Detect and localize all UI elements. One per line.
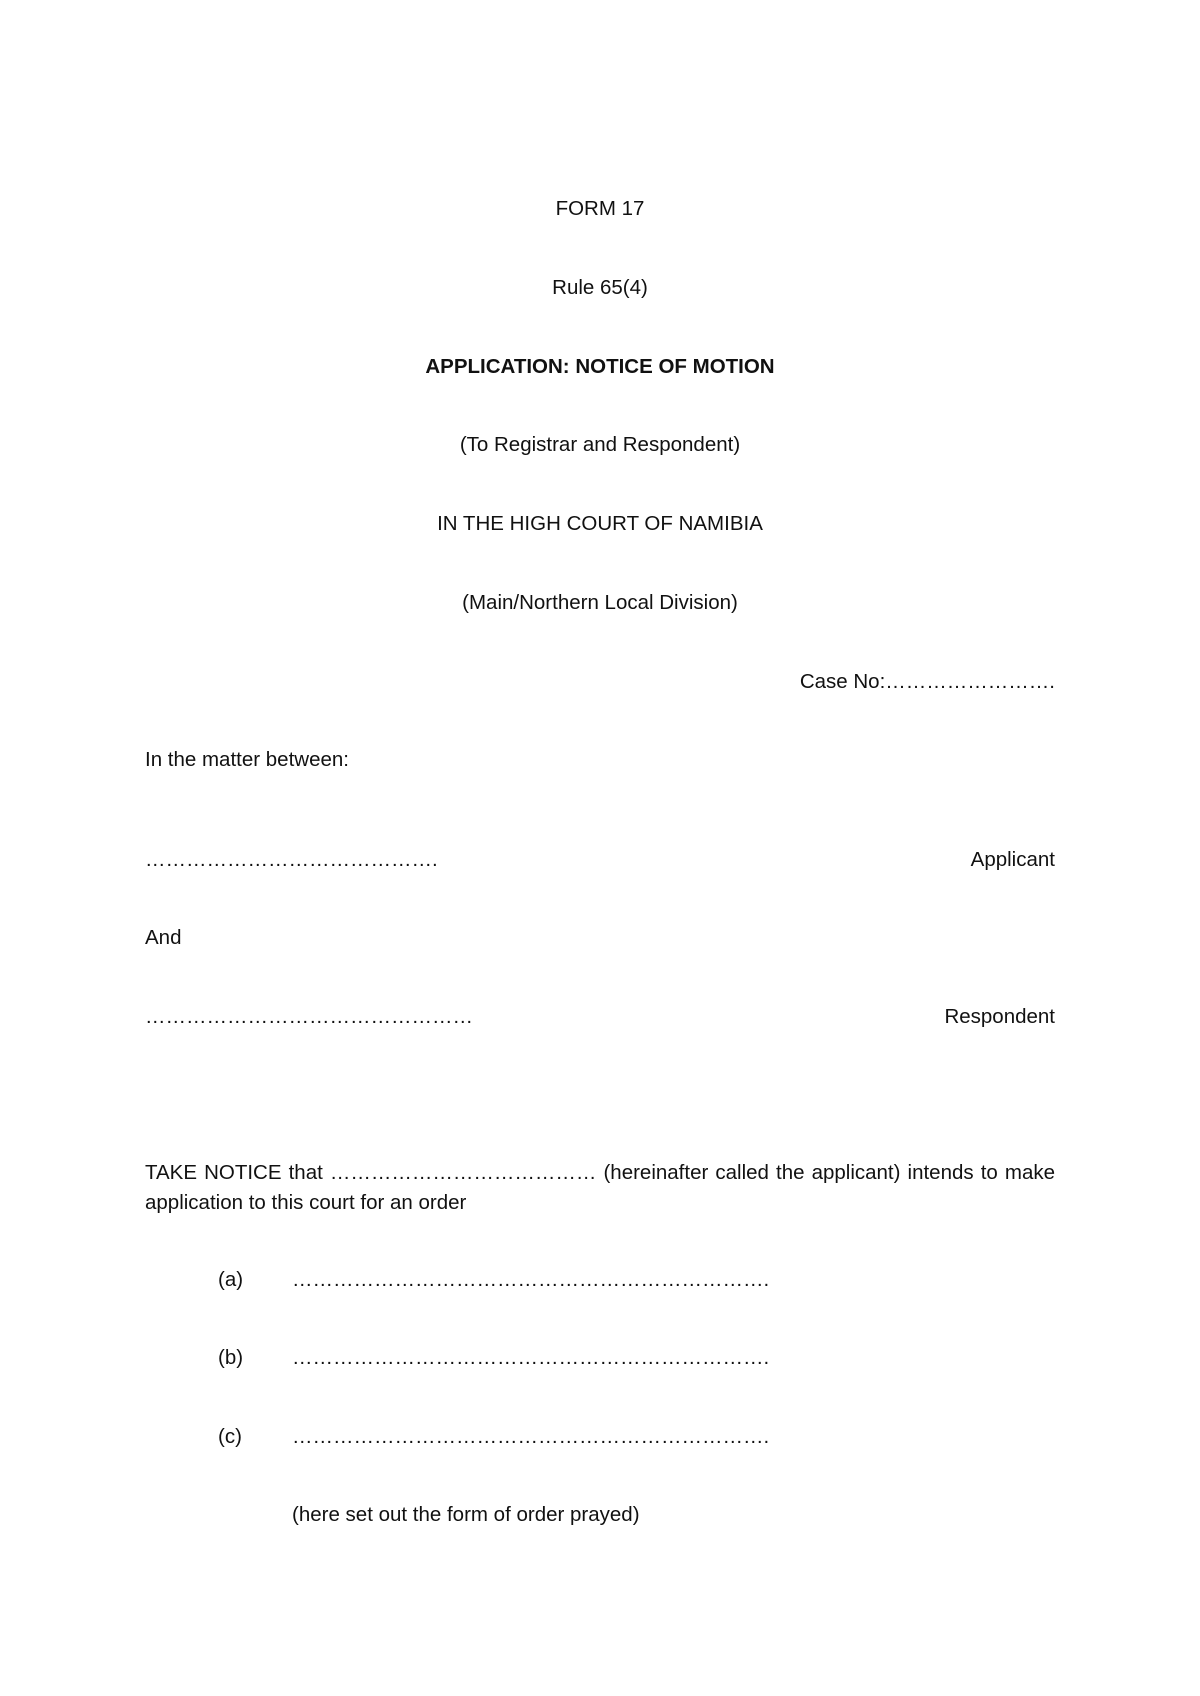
document-title: APPLICATION: NOTICE OF MOTION	[425, 355, 775, 378]
notice-applicant-blank: …………………………………	[329, 1161, 597, 1184]
respondent-label: Respondent	[944, 1005, 1055, 1028]
case-number-blank: …………………….	[885, 670, 1055, 693]
notice-text-end: (hereinafter called the applicant) intends to make application to this court for an order	[145, 1161, 1056, 1214]
form-number: FORM 17	[555, 197, 645, 220]
parties-intro: In the matter between:	[145, 748, 349, 771]
notice-text-start: TAKE NOTICE that	[145, 1161, 330, 1184]
respondent-blank: …………………………………………	[145, 1005, 473, 1028]
addressed-to: (To Registrar and Respondent)	[459, 433, 741, 456]
rule-reference: Rule 65(4)	[552, 276, 648, 299]
applicant-label: Applicant	[970, 848, 1055, 871]
applicant-blank: …………………………………….	[145, 848, 438, 871]
order-label-c: (c)	[218, 1425, 242, 1448]
court-division: (Main/Northern Local Division)	[462, 591, 738, 614]
order-blank-b: …………………………………………………………….	[292, 1346, 770, 1369]
parties-conjunction: And	[145, 926, 182, 949]
order-label-b: (b)	[218, 1346, 244, 1369]
order-blank-c: …………………………………………………………….	[292, 1425, 770, 1448]
court-name: IN THE HIGH COURT OF NAMIBIA	[437, 512, 763, 535]
order-blank-a: …………………………………………………………….	[292, 1268, 770, 1291]
order-label-a: (a)	[218, 1268, 244, 1291]
case-number	[800, 670, 1055, 694]
order-instruction: (here set out the form of order prayed)	[292, 1503, 640, 1526]
case-number-label: Case No:	[799, 670, 886, 693]
notice-paragraph	[145, 1158, 1055, 1218]
